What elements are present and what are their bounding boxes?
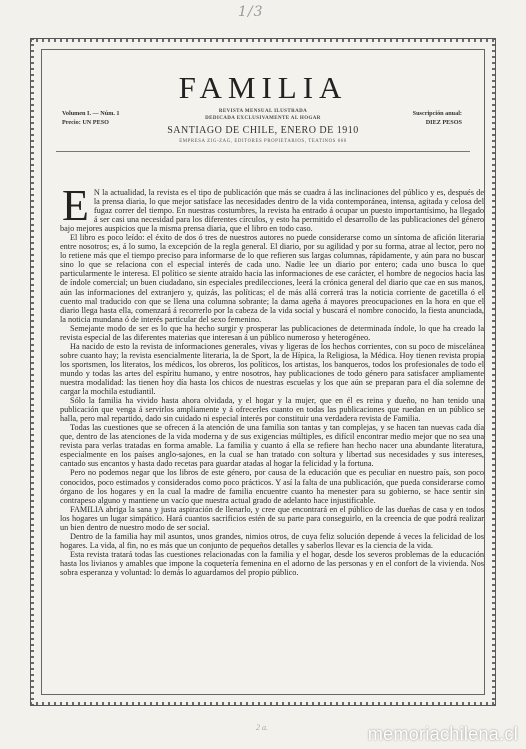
bottom-annotation: 2 a. [256,723,268,732]
tagline-line-2: DEDICADA EXCLUSIVAMENTE AL HOGAR [205,116,321,121]
place-date: SANTIAGO DE CHILE, ENERO DE 1910 [167,125,359,136]
article-paragraph: Semejante modo de ser es lo que ha hecho surgir y prosperar las publicaciones de determinada índole, lo que ha creado la revista especial de las diferentes materias que interesan á un público numeroso y heterogéneo. [60,323,484,342]
masthead-title: FAMILIA [178,70,348,105]
header-rule [56,151,470,152]
issue-price: Precio: UN PESO [62,119,109,126]
publisher-line: EMPRESA ZIG-ZAG, EDITORES PROPIETARIOS, TEATINOS 666 [179,139,347,144]
article-paragraph [60,181,484,234]
paragraph-text: N la actualidad, la revista es el tipo de publicación que más se cuadra á las inclinaciones del público y es, después de la prensa diaria, lo que mejor satisface las necesidades dentro de la vida contemporánea, intensa, agitada y celosa del fugaz correr del tiempo. En nuestras costumbres, la revista ha entrado á ocupar un puesto importantísimo, ha llegado á ser casi una necesidad para los diferentes círculos, y esto ha permitido el desarrollo de las publicaciones del género bajo mejores auspicios que la misma prensa diaria, que el libro en todo caso. [60,188,484,234]
pencil-annotation: 1/3 [238,4,264,20]
subscription-label: Suscripción anual: [412,110,462,117]
page-content [41,49,485,695]
ornamental-border [30,38,496,706]
subscription-price: DIEZ PESOS [425,119,462,126]
article-paragraph: Ha nacido de esto la revista de informaciones generales, vivas y ligeras de los hechos corrientes, con su poco de miscelánea sobre cuanto hay; la revista esencialmente literaria, la de Sport, la de Hípica, la Religiosa, la Médica. Hoy tienen revista propia los sportsmen, los literatos, los médicos, los obreros, los políticos, los artistas, los banqueros, todos los profesionales de todo el mundo y todas las artes del espíritu humano, y entre nosotros, hay publicaciones de todo género para satisfacer ampliamente nuestra modalidad: las tienen hoy día hasta los chicos de nuestras escuelas y los que aún se preparan para el día solemne de cargar la mochila estudiantil. [60,341,484,397]
article-paragraph: Dentro de la familia hay mil asuntos, unos grandes, nimios otros, de cuya feliz solución depende á veces la felicidad de los hogares. La vida, al fin, no es más que un conjunto de pequeños detalles y saberlos llevar es la ciencia de la vida. [60,531,484,550]
volume-number: Volumen I. — Núm. 1 [62,110,120,117]
tagline-line-1: REVISTA MENSUAL ILUSTRADA [218,109,308,114]
article-paragraph: Pero no podemos negar que los libros de este género, por causa de la educación que es peculiar en nuestro país, son poco conocidos, poco estimados y considerados como poco prácticos. Y así la falta de una publicación, que pueda considerarse como órgano de los hogares y en la cual la madre de familia encuentre cuanto ha menester para su gobierno, se hace sentir sin contrapeso alguno y mantiene un vacío que nuestra actual grado de adelanto hace injustificable. [60,468,484,505]
drop-cap: E [62,181,89,230]
article-paragraph: Sólo la familia ha vivido hasta ahora olvidada, y el hogar y la mujer, que en él es reina y dueño, no han tenido una publicación que venga á servirlos ampliamente y á ofrecerles cuanto en todas las publicaciones que ruedan en un público se halla, pero mal repartido, dado sin cuidado ni especial interés por constituir una verdadera revista de Familia. [60,396,484,424]
article-paragraph: FAMILIA abriga la sana y justa aspiración de llenarlo, y cree que encontrará en el público de las dueñas de casa y en todos los hogares un lugar simpático. Hará cuantos sacrificios estén de su parte para conseguirlo, en la creencia de que podrá realizar un bien dentro de nuestro modo de ser social. [60,504,484,532]
article-paragraph: Esta revista tratará todas las cuestiones relacionadas con la familia y el hogar, desde los severos problemas de la educación hasta los livianos y amables que impone la coquetería femenina en el adorno de las personas y en el confort de la vivienda. Nos sobra esperanza y voluntad: lo demás lo aguardamos del propio público. [60,549,484,577]
article-paragraph: Todas las cuestiones que se ofrecen á la atención de una familia son tantas y tan complejas, y se hacen tan nuevas cada día que, dentro de las atenciones de la vida moderna y de sus exigencias múltiples, es difícil encontrar medio mejor que no sea una revista para verlas tratadas en forma amable. La familia y cuanto á ella se refiere han hecho nacer una abundante literatura, especialmente en los países anglo-sajones, en la cual se han tratado con soltura y libertad sus necesidades y sus intereses, cantado sus encantos y hasta dado recetas para guardar atadas al hogar la felicidad y la fortuna. [60,423,484,469]
watermark-text: memoriachilena.cl [367,724,518,744]
article-paragraph: El libro es poco leído: el éxito de dos ó tres de nuestros autores no puede considerarse como un síntoma de afición literaria entre nosotros; es, á lo sumo, la excepción de la regla general. El diario, por su agilidad y por su forma, atrae al lector, pero no lo retiene más que el tiempo preciso para informarse de lo que refieren sus largas columnas, rápidamente, y aún para no buscar sino lo que se relaciona con el especial interés de cada uno. Nadie lee un diario por entero; cada uno busca lo que particularmente le interesa. El político se siente atraído hacia las informaciones de ese carácter, el hombre de negocios hacia las de índole comercial; un buen ciudadano, sin especiales predilecciones, leerá la crónica general del diario que cae en sus manos, aún las informaciones del extranjero y, quizás, las políticas; el de más allá correrá tras la noticia corriente de gacetilla ó el cuento mal traducido con que se llena una columna sobrante; la dama ageña á mayores preocupaciones en la hora en que el diario llega hasta ella, comenzará á recorrerlo por la cabeza de la vida social y buscará el nombre conocido, la fiesta anunciada, la noticia mundana ó de interés particular del sexo femenino. [60,233,484,324]
article-body [60,181,484,577]
